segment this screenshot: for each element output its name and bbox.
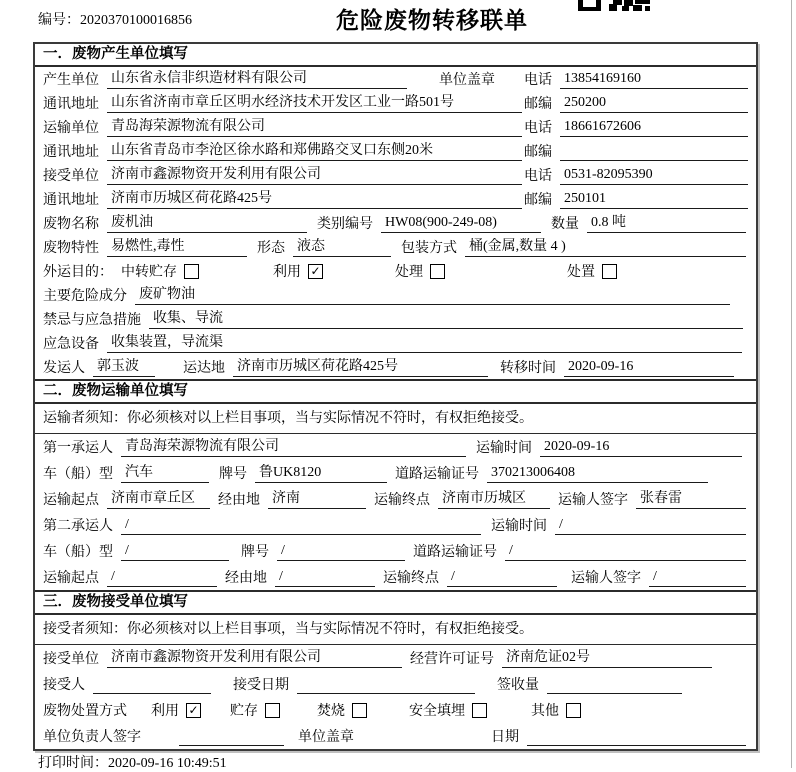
print-time-value: 2020-09-16 10:49:51	[108, 756, 227, 771]
checkbox-checked-icon: ✓	[308, 264, 323, 279]
row-receive-person	[35, 671, 756, 697]
form-label: 形态	[257, 241, 285, 256]
option-label: 安全填埋	[409, 704, 465, 719]
transport-time-value: 2020-09-16	[540, 438, 742, 457]
address-label: 通讯地址	[43, 193, 99, 208]
road-permit-value: /	[505, 542, 746, 561]
checkbox-checked-icon: ✓	[186, 703, 201, 718]
hazard-value: 废矿物油	[135, 286, 730, 305]
responsible-sign-label: 单位负责人签字	[43, 730, 141, 745]
transporter-sign-value: 张春雷	[636, 490, 746, 509]
option-label: 处置	[567, 265, 595, 280]
print-time-label: 打印时间：	[38, 756, 108, 771]
route-end-value: 济南市历城区	[438, 490, 550, 509]
purpose-option-treat	[395, 261, 445, 281]
route-start-label: 运输起点	[43, 493, 99, 508]
phone-label: 电话	[524, 169, 552, 184]
shipper-label: 发运人	[43, 361, 85, 376]
row-vehicle1	[35, 460, 756, 486]
responsible-sign-value	[179, 727, 284, 746]
transporter-sign-value: /	[649, 568, 746, 587]
row-route1	[35, 486, 756, 512]
transporter-sign-label: 运输人签字	[571, 571, 641, 586]
zip-label: 邮编	[524, 145, 552, 160]
unit-seal-label: 单位盖章	[439, 73, 495, 88]
section1-header: 一．废物产生单位填写	[35, 44, 756, 67]
date-value	[527, 727, 746, 746]
carrier1-label: 第一承运人	[43, 441, 113, 456]
unit-seal-label: 单位盖章	[298, 730, 354, 745]
route-via-value: 济南	[268, 490, 366, 509]
row-purpose	[35, 259, 756, 283]
row-producer	[35, 67, 756, 91]
receiver-label: 接受单位	[43, 169, 99, 184]
checkbox-icon	[566, 703, 581, 718]
row-producer-address	[35, 91, 756, 115]
plate-value: /	[277, 542, 405, 561]
quantity-label: 数量	[551, 217, 579, 232]
row-waste-name	[35, 211, 756, 235]
carrier2-value: /	[121, 516, 481, 535]
producer-label: 产生单位	[43, 73, 99, 88]
waste-name-value: 废机油	[107, 214, 307, 233]
plate-label: 牌号	[241, 545, 269, 560]
receiver-zip-value: 250101	[560, 190, 748, 209]
option-label: 焚烧	[317, 704, 345, 719]
qr-code-fragment-icon	[578, 0, 652, 11]
row-equipment	[35, 331, 756, 355]
phone-label: 电话	[524, 121, 552, 136]
route-end-label: 运输终点	[383, 571, 439, 586]
transport-time-label: 运输时间	[476, 441, 532, 456]
traits-value: 易燃性,毒性	[107, 238, 247, 257]
signed-quantity-label: 签收量	[497, 678, 539, 693]
disposal-option-incinerate	[317, 700, 367, 720]
row-receiver-address	[35, 187, 756, 211]
vehicle-type-value: /	[121, 542, 229, 561]
row-responsible-sign	[35, 723, 756, 749]
serial-label: 编号：	[38, 13, 80, 28]
address-label: 通讯地址	[43, 145, 99, 160]
plate-value: 鲁UK8120	[255, 464, 387, 483]
waste-name-label: 废物名称	[43, 217, 99, 232]
transport-time-value: /	[555, 516, 746, 535]
date-label: 日期	[491, 730, 519, 745]
producer-address-value: 山东省济南市章丘区明水经济技术开发区工业一路501号	[107, 94, 522, 113]
checkbox-icon	[265, 703, 280, 718]
manifest-form	[33, 42, 758, 751]
checkbox-icon	[602, 264, 617, 279]
page-title: 危险废物转移联单	[336, 7, 528, 33]
receive-unit-value: 济南市鑫源物资开发利用有限公司	[107, 649, 402, 668]
receive-person-value	[93, 675, 211, 694]
producer-value: 山东省永信非织造材料有限公司	[107, 70, 407, 89]
road-permit-label: 道路运输证号	[395, 467, 479, 482]
receive-date-label: 接受日期	[233, 678, 289, 693]
route-via-label: 经由地	[225, 571, 267, 586]
shipper-value: 郭玉波	[93, 358, 155, 377]
option-label: 利用	[273, 265, 301, 280]
disposal-option-other	[531, 700, 581, 720]
section-producer	[35, 44, 756, 379]
route-end-label: 运输终点	[374, 493, 430, 508]
receiver-address-value: 济南市历城区荷花路425号	[107, 190, 522, 209]
purpose-option-dispose	[567, 261, 617, 281]
transporter-address-value: 山东省青岛市李沧区徐水路和郑佛路交叉口东侧20米	[107, 142, 522, 161]
row-carrier2	[35, 512, 756, 538]
receiver-phone-value: 0531-82095390	[560, 166, 748, 185]
row-shipper	[35, 355, 756, 379]
destination-label: 运达地	[183, 361, 225, 376]
serial-number	[38, 9, 192, 29]
row-waste-traits	[35, 235, 756, 259]
purpose-option-transfer-storage	[121, 261, 199, 281]
destination-value: 济南市历城区荷花路425号	[233, 358, 488, 377]
receive-person-label: 接受人	[43, 678, 85, 693]
phone-label: 电话	[524, 73, 552, 88]
option-label: 处理	[395, 265, 423, 280]
route-start-label: 运输起点	[43, 571, 99, 586]
receive-date-value	[297, 675, 475, 694]
receive-unit-label: 接受单位	[43, 652, 99, 667]
route-via-label: 经由地	[218, 493, 260, 508]
quantity-value: 0.8 吨	[587, 214, 746, 233]
equipment-value: 收集装置，导流渠	[107, 334, 742, 353]
section2-header: 二．废物运输单位填写	[35, 379, 756, 404]
route-via-value: /	[275, 568, 375, 587]
row-hazard	[35, 283, 756, 307]
transporter-notice: 运输者须知：你必须核对以上栏目事项，当与实际情况不符时，有权拒绝接受。	[35, 404, 756, 434]
option-label: 中转贮存	[121, 265, 177, 280]
route-start-value: 济南市章丘区	[107, 490, 210, 509]
section3-header: 三．废物接受单位填写	[35, 590, 756, 615]
route-end-value: /	[447, 568, 557, 587]
plate-label: 牌号	[219, 467, 247, 482]
taboo-value: 收集、导流	[149, 310, 743, 329]
option-label: 贮存	[230, 704, 258, 719]
transfer-time-value: 2020-09-16	[564, 358, 734, 377]
checkbox-icon	[430, 264, 445, 279]
address-label: 通讯地址	[43, 97, 99, 112]
road-permit-label: 道路运输证号	[413, 545, 497, 560]
checkbox-icon	[352, 703, 367, 718]
row-taboo	[35, 307, 756, 331]
hazard-label: 主要危险成分	[43, 289, 127, 304]
section-transporter	[35, 379, 756, 590]
page-edge-divider	[791, 0, 792, 768]
checkbox-icon	[472, 703, 487, 718]
transporter-zip-value	[560, 142, 748, 161]
transport-time-label: 运输时间	[491, 519, 547, 534]
section-receiver	[35, 590, 756, 749]
zip-label: 邮编	[524, 193, 552, 208]
signed-quantity-value	[547, 675, 682, 694]
vehicle-type-label: 车（船）型	[43, 467, 113, 482]
row-vehicle2	[35, 538, 756, 564]
carrier1-value: 青岛海荣源物流有限公司	[121, 438, 466, 457]
disposal-option-utilize	[151, 700, 201, 720]
print-time	[38, 752, 227, 772]
carrier2-label: 第二承运人	[43, 519, 113, 534]
producer-zip-value: 250200	[560, 94, 748, 113]
receiver-value: 济南市鑫源物资开发利用有限公司	[107, 166, 522, 185]
category-label: 类别编号	[317, 217, 373, 232]
transporter-value: 青岛海荣源物流有限公司	[107, 118, 522, 137]
producer-phone-value: 13854169160	[560, 70, 748, 89]
row-transporter-address	[35, 139, 756, 163]
disposal-label: 废物处置方式	[43, 704, 127, 719]
purpose-label: 外运目的：	[43, 265, 113, 280]
receiver-notice: 接受者须知：你必须核对以上栏目事项，当与实际情况不符时，有权拒绝接受。	[35, 615, 756, 645]
purpose-option-utilize	[273, 261, 323, 281]
taboo-label: 禁忌与应急措施	[43, 313, 141, 328]
vehicle-type-value: 汽车	[121, 464, 209, 483]
checkbox-icon	[184, 264, 199, 279]
disposal-option-storage	[230, 700, 280, 720]
packing-label: 包装方式	[401, 241, 457, 256]
disposal-option-landfill	[409, 700, 487, 720]
row-receiver	[35, 163, 756, 187]
row-route2	[35, 564, 756, 590]
packing-value: 桶(金属,数量 4 )	[465, 238, 746, 257]
form-value: 液态	[293, 238, 391, 257]
option-label: 其他	[531, 704, 559, 719]
row-carrier1	[35, 434, 756, 460]
transporter-sign-label: 运输人签字	[558, 493, 628, 508]
traits-label: 废物特性	[43, 241, 99, 256]
transporter-phone-value: 18661672606	[560, 118, 748, 137]
option-label: 利用	[151, 704, 179, 719]
equipment-label: 应急设备	[43, 337, 99, 352]
row-transporter	[35, 115, 756, 139]
row-receive-unit	[35, 645, 756, 671]
vehicle-type-label: 车（船）型	[43, 545, 113, 560]
route-start-value: /	[107, 568, 217, 587]
zip-label: 邮编	[524, 97, 552, 112]
license-value: 济南危证02号	[502, 649, 712, 668]
serial-value: 2020370100016856	[80, 13, 192, 28]
row-disposal-method	[35, 697, 756, 723]
transfer-time-label: 转移时间	[500, 361, 556, 376]
transporter-label: 运输单位	[43, 121, 99, 136]
road-permit-value: 370213006408	[487, 464, 708, 483]
category-value: HW08(900-249-08)	[381, 214, 541, 233]
license-label: 经营许可证号	[410, 652, 494, 667]
